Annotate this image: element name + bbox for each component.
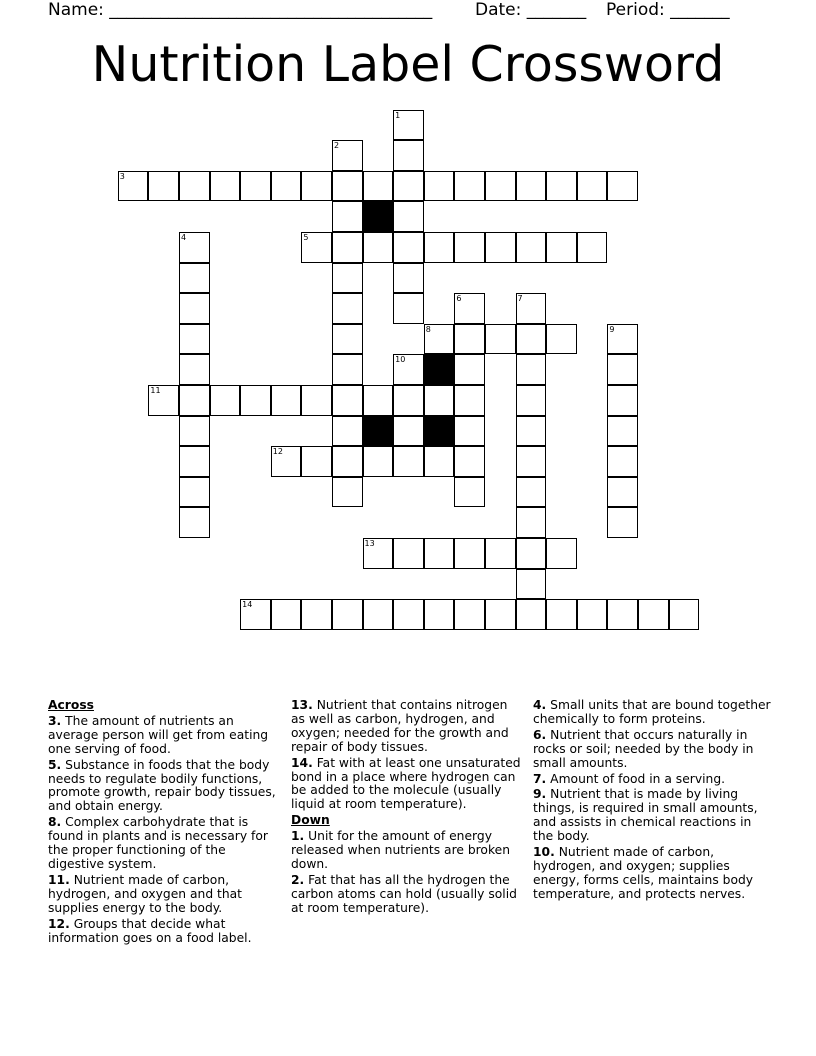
clue-number: 11	[150, 386, 161, 396]
clue-number: 14	[242, 600, 253, 610]
clue-down-10: 10. Nutrient made of carbon, hydrogen, and oxygen; supplies energy, forms cells, maintains body temperature, and protects nerves.	[533, 845, 754, 901]
grid-cell[interactable]	[332, 385, 363, 416]
date-field-label: Date: _______	[475, 0, 587, 20]
grid-cell[interactable]	[577, 232, 608, 263]
grid-cell[interactable]	[393, 171, 424, 202]
grid-cell[interactable]	[393, 354, 424, 385]
grid-cell[interactable]	[393, 385, 424, 416]
grid-cell[interactable]	[363, 232, 394, 263]
grid-cell[interactable]	[240, 171, 271, 202]
clue-number: 5	[303, 233, 309, 243]
grid-cell[interactable]	[516, 569, 547, 600]
grid-cell[interactable]	[454, 477, 485, 508]
grid-cell[interactable]	[454, 232, 485, 263]
grid-cell[interactable]	[607, 507, 638, 538]
grid-cell[interactable]	[454, 354, 485, 385]
grid-cell[interactable]	[485, 324, 516, 355]
grid-cell[interactable]	[179, 416, 210, 447]
grid-cell[interactable]	[607, 599, 638, 630]
grid-block	[424, 416, 455, 447]
grid-cell[interactable]	[363, 599, 394, 630]
grid-cell[interactable]	[485, 538, 516, 569]
grid-cell[interactable]	[363, 385, 394, 416]
grid-cell[interactable]	[179, 293, 210, 324]
clue-number: 9	[609, 324, 615, 334]
grid-cell[interactable]	[454, 416, 485, 447]
grid-cell[interactable]	[607, 446, 638, 477]
grid-cell[interactable]	[179, 171, 210, 202]
grid-cell[interactable]	[454, 385, 485, 416]
grid-cell[interactable]	[516, 446, 547, 477]
grid-cell[interactable]	[454, 293, 485, 324]
clue-number: 8	[425, 324, 431, 334]
grid-cell[interactable]	[210, 171, 241, 202]
grid-cell[interactable]	[393, 538, 424, 569]
grid-cell[interactable]	[516, 599, 547, 630]
grid-cell[interactable]	[393, 232, 424, 263]
clue-across-13: 13. Nutrient that contains nitrogen as well as carbon, hydrogen, and oxygen; needed for the growth and repair of body tissues.	[291, 698, 509, 754]
clue-down-9: 9. Nutrient that is made by living things, is required in small amounts, and assists in chemical reactions in the body.	[533, 787, 758, 844]
grid-cell[interactable]	[332, 416, 363, 447]
grid-block	[363, 201, 394, 232]
grid-cell[interactable]	[454, 446, 485, 477]
grid-cell[interactable]	[332, 263, 363, 294]
clue-number: 6	[456, 294, 462, 304]
grid-cell[interactable]	[301, 446, 332, 477]
grid-cell[interactable]	[424, 538, 455, 569]
grid-cell[interactable]	[332, 477, 363, 508]
grid-cell[interactable]	[516, 477, 547, 508]
grid-cell[interactable]	[577, 599, 608, 630]
grid-cell[interactable]	[332, 599, 363, 630]
grid-cell[interactable]	[393, 446, 424, 477]
down-heading: Down	[291, 813, 330, 828]
grid-cell[interactable]	[271, 599, 302, 630]
grid-cell[interactable]	[332, 446, 363, 477]
grid-cell[interactable]	[424, 446, 455, 477]
grid-cell[interactable]	[271, 446, 302, 477]
grid-cell[interactable]	[301, 599, 332, 630]
grid-cell[interactable]	[332, 140, 363, 171]
grid-cell[interactable]	[516, 416, 547, 447]
grid-cell[interactable]	[424, 599, 455, 630]
name-field-label: Name: ______________________________________	[48, 0, 433, 20]
grid-cell[interactable]	[179, 507, 210, 538]
clue-down-7: 7. Amount of food in a serving.	[533, 771, 726, 786]
grid-cell[interactable]	[332, 201, 363, 232]
grid-cell[interactable]	[669, 599, 700, 630]
grid-cell[interactable]	[332, 171, 363, 202]
clue-across-14: 14. Fat with at least one unsaturated bond in a place where hydrogen can be added to the molecule (usually liquid at room temperature).	[291, 755, 521, 812]
grid-cell[interactable]	[148, 171, 179, 202]
clues-column-1	[48, 699, 280, 947]
grid-cell[interactable]	[516, 507, 547, 538]
clues-column-3	[533, 699, 771, 904]
period-field-label: Period: _______	[606, 0, 730, 20]
grid-cell[interactable]	[363, 446, 394, 477]
grid-cell[interactable]	[454, 324, 485, 355]
grid-cell[interactable]	[179, 477, 210, 508]
clue-across-3: 3. The amount of nutrients an average person will get from eating one serving of food.	[48, 713, 269, 756]
grid-cell[interactable]	[271, 385, 302, 416]
grid-cell[interactable]	[301, 171, 332, 202]
grid-cell[interactable]	[546, 232, 577, 263]
grid-cell[interactable]	[424, 324, 455, 355]
grid-cell[interactable]	[485, 232, 516, 263]
clue-number: 7	[517, 294, 523, 304]
grid-cell[interactable]	[454, 171, 485, 202]
grid-cell[interactable]	[393, 416, 424, 447]
grid-cell[interactable]	[424, 385, 455, 416]
clue-number: 13	[364, 539, 375, 549]
grid-cell[interactable]	[546, 171, 577, 202]
grid-cell[interactable]	[393, 140, 424, 171]
grid-cell[interactable]	[393, 599, 424, 630]
grid-cell[interactable]	[240, 599, 271, 630]
grid-cell[interactable]	[516, 324, 547, 355]
grid-cell[interactable]	[332, 232, 363, 263]
grid-cell[interactable]	[179, 232, 210, 263]
clue-number: 12	[272, 447, 283, 457]
grid-cell[interactable]	[577, 171, 608, 202]
page-title: Nutrition Label Crossword	[91, 36, 725, 93]
grid-cell[interactable]	[363, 171, 394, 202]
grid-cell[interactable]	[546, 324, 577, 355]
grid-cell[interactable]	[179, 354, 210, 385]
grid-cell[interactable]	[393, 293, 424, 324]
grid-cell[interactable]	[332, 354, 363, 385]
grid-cell[interactable]	[485, 599, 516, 630]
grid-cell[interactable]	[179, 263, 210, 294]
grid-cell[interactable]	[424, 171, 455, 202]
grid-cell[interactable]	[546, 538, 577, 569]
grid-cell[interactable]	[118, 171, 149, 202]
grid-cell[interactable]	[393, 263, 424, 294]
grid-cell[interactable]	[179, 324, 210, 355]
clue-down-2: 2. Fat that has all the hydrogen the carbon atoms can hold (usually solid at room temperature).	[291, 872, 517, 915]
clue-down-6: 6. Nutrient that occurs naturally in rocks or soil; needed by the body in small amounts.	[533, 727, 754, 770]
clue-across-11: 11. Nutrient made of carbon, hydrogen, and oxygen and that supplies energy to the body.	[48, 872, 242, 915]
clue-across-8: 8. Complex carbohydrate that is found in plants and is necessary for the proper functioning of the digestive system.	[48, 815, 268, 871]
grid-cell[interactable]	[607, 416, 638, 447]
grid-cell[interactable]	[424, 232, 455, 263]
grid-cell[interactable]	[210, 385, 241, 416]
grid-block	[363, 416, 394, 447]
clue-number: 10	[395, 355, 406, 365]
grid-cell[interactable]	[393, 110, 424, 141]
grid-cell[interactable]	[607, 354, 638, 385]
clue-number: 3	[119, 171, 125, 181]
clues-column-2	[291, 699, 523, 918]
grid-cell[interactable]	[607, 324, 638, 355]
grid-cell[interactable]	[516, 385, 547, 416]
grid-cell[interactable]	[301, 232, 332, 263]
grid-cell[interactable]	[179, 385, 210, 416]
grid-cell[interactable]	[271, 171, 302, 202]
grid-cell[interactable]	[516, 171, 547, 202]
clue-down-1: 1. Unit for the amount of energy released when nutrients are broken down.	[291, 829, 511, 871]
clue-number: 4	[180, 233, 187, 243]
grid-cell[interactable]	[516, 232, 547, 263]
grid-cell[interactable]	[301, 385, 332, 416]
grid-cell[interactable]	[638, 599, 669, 630]
grid-cell[interactable]	[332, 324, 363, 355]
across-heading: Across	[48, 698, 94, 712]
clue-number: 2	[333, 141, 340, 151]
grid-cell[interactable]	[179, 446, 210, 477]
grid-cell[interactable]	[240, 385, 271, 416]
grid-cell[interactable]	[546, 599, 577, 630]
clue-across-12: 12. Groups that decide what information goes on a food label.	[48, 916, 252, 945]
grid-cell[interactable]	[516, 293, 547, 324]
grid-cell[interactable]	[607, 385, 638, 416]
clue-down-4: 4. Small units that are bound together chemically to form proteins.	[533, 698, 771, 726]
grid-cell[interactable]	[454, 599, 485, 630]
grid-cell[interactable]	[363, 538, 394, 569]
grid-cell[interactable]	[454, 538, 485, 569]
clue-across-5: 5. Substance in foods that the body needs to regulate bodily functions, promote growth, repair body tissues, and obtain energy.	[48, 757, 276, 814]
grid-cell[interactable]	[516, 538, 547, 569]
grid-cell[interactable]	[516, 354, 547, 385]
grid-cell[interactable]	[485, 171, 516, 202]
grid-cell[interactable]	[393, 201, 424, 232]
clue-number: 1	[395, 110, 401, 120]
grid-cell[interactable]	[148, 385, 179, 416]
grid-cell[interactable]	[607, 171, 638, 202]
grid-block	[424, 354, 455, 385]
grid-cell[interactable]	[607, 477, 638, 508]
grid-cell[interactable]	[332, 293, 363, 324]
